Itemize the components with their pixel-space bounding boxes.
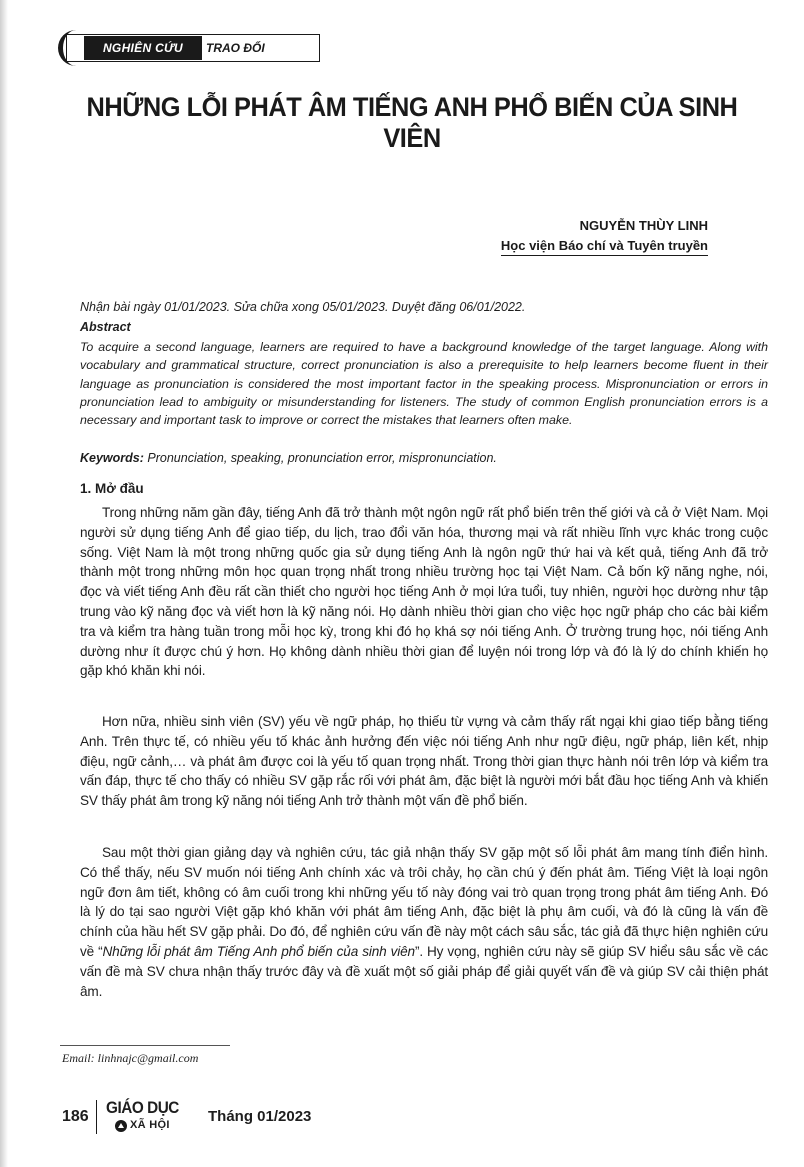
- journal-logo-top: GIÁO DỤC: [106, 1098, 179, 1117]
- section-heading-introduction: 1. Mở đầu: [80, 481, 144, 496]
- keywords-text: Pronunciation, speaking, pronunciation error, mispronunciation.: [147, 451, 497, 465]
- author-affiliation: Học viện Báo chí và Tuyên truyền: [501, 238, 708, 256]
- keywords-line: [80, 451, 768, 465]
- footnote-divider: [60, 1045, 230, 1046]
- body-paragraph-1-block: [80, 503, 768, 681]
- body-paragraph-3: [80, 843, 768, 1001]
- paragraph-3-text-after: ”. Hy vọng, nghiên cứu này sẽ giúp SV hiểu sâu sắc về các vấn đề mà SV chưa nhận thấy trước đây và đề xuất một số giải pháp để giải quyết vấn đề và giúp SV cải thiện phát âm.: [80, 943, 768, 999]
- page-edge-shadow: [0, 0, 8, 1167]
- body-paragraph-3-block: [80, 843, 768, 1001]
- paragraph-3-text-before: Sau một thời gian giảng dạy và nghiên cứu, tác giả nhận thấy SV gặp một số lỗi phát âm mang tính điển hình. Có thể thấy, nếu SV muốn nói tiếng Anh chính xác và trôi chảy, họ cần chú ý đến phát âm. Tiếng Việt là loại ngôn ngữ đơn âm tiết, không có âm cuối trong khi những yếu tố này đóng vai trò quan trọng trong phát âm tiếng Anh. Đó là lý do tại sao người Việt gặp khó khăn với phát âm tiếng Anh, đặc biệt là phụ âm cuối, và đó là cũng là vấn đề chính của hầu hết SV gặp phải. Do đó, để nghiên cứu vấn đề này một cách sâu sắc, tác giả đã thực hiện nghiên cứu về “: [80, 845, 768, 959]
- footer-divider: [96, 1100, 97, 1134]
- journal-logo-bottom: XÃ HỘI: [130, 1119, 170, 1131]
- author-name: NGUYỄN THÙY LINH: [579, 218, 708, 233]
- article-title: NHỮNG LỖI PHÁT ÂM TIẾNG ANH PHỔ BIẾN CỦA SINH VIÊN: [86, 92, 738, 153]
- section-label-exchange: TRAO ĐỔI: [206, 41, 265, 55]
- body-paragraph-1: Trong những năm gần đây, tiếng Anh đã trở thành một ngôn ngữ rất phổ biến trên thế giới và cả ở Việt Nam. Mọi người sử dụng tiếng Anh để giao tiếp, du lịch, trao đổi văn hóa, thương mại và rất nhiều lĩnh vực khác trong cuộc sống. Việt Nam là một trong những quốc gia sử dụng tiếng Anh là ngôn ngữ thứ hai và kết quả, tiếng Anh đã trở thành một trong những môn học quan trọng nhất trong nhiều trường học tại Việt Nam. Cả bốn kỹ năng nghe, nói, đọc và viết tiếng Anh đều rất cần thiết cho người học tiếng Anh ở mọi lứa tuổi, tuy nhiên, người học dường như tập trung vào kỹ năng đọc và viết hơn là kỹ năng nói. Họ dành nhiều thời gian cho việc học ngữ pháp cho các bài kiểm tra và kiểm tra hàng tuần trong mỗi học kỳ, trong khi đó họ khá sợ nói tiếng Anh. Ở trường trung học, nói tiếng Anh dường như ít được chú ý hơn. Họ không dành nhiều thời gian để luyện nói trong lớp và đó là lý do chính khiến họ gặp khó khăn khi nói.: [80, 505, 768, 679]
- page-number: 186: [62, 1108, 89, 1125]
- section-label-research: NGHIÊN CỨU: [84, 36, 202, 60]
- abstract-heading: Abstract: [80, 320, 131, 334]
- paragraph-3-study-title: Những lỗi phát âm Tiếng Anh phổ biến của sinh viên: [102, 943, 415, 959]
- abstract-text: To acquire a second language, learners are required to have a background knowledge of the target language. Along with vocabulary and grammatical structure, correct pronunciation is also a prerequisite to help learners become fluent in their language as pronunciation is considered the most important factor in the speaking process. Mispronunciation or errors in pronunciation lead to ambiguity or misunderstanding for listeners. The study of common English pronunciation errors is a necessary and important task to improve or correct the mistakes that learners often make.: [80, 340, 768, 428]
- keywords-label: Keywords:: [80, 451, 144, 465]
- body-paragraph-2: Hơn nữa, nhiều sinh viên (SV) yếu về ngữ pháp, họ thiếu từ vựng và cảm thấy rất ngại khi giao tiếp bằng tiếng Anh. Trên thực tế, có nhiều yếu tố khác ảnh hưởng đến việc nói tiếng Anh như ngữ điệu, ngữ pháp, liên kết, nhịp điệu, ngữ cảnh,… và phát âm được coi là yếu tố quan trọng nhất. Trong thời gian thực hành nói trên lớp và kiểm tra vấn đáp, thực tế cho thấy có nhiều SV gặp rắc rối với phát âm, đặc biệt là người mới bắt đầu học tiếng Anh và khiến SV thấy phát âm trong kỹ năng nói tiếng Anh trở thành một vấn đề phổ biến.: [80, 714, 768, 809]
- submission-dates: Nhận bài ngày 01/01/2023. Sửa chữa xong 05/01/2023. Duyệt đăng 06/01/2022.: [80, 300, 526, 314]
- issue-date: Tháng 01/2023: [208, 1108, 312, 1125]
- journal-logo-icon: [114, 1119, 128, 1133]
- author-email: Email: linhnajc@gmail.com: [62, 1051, 199, 1065]
- body-paragraph-2-block: [80, 712, 768, 811]
